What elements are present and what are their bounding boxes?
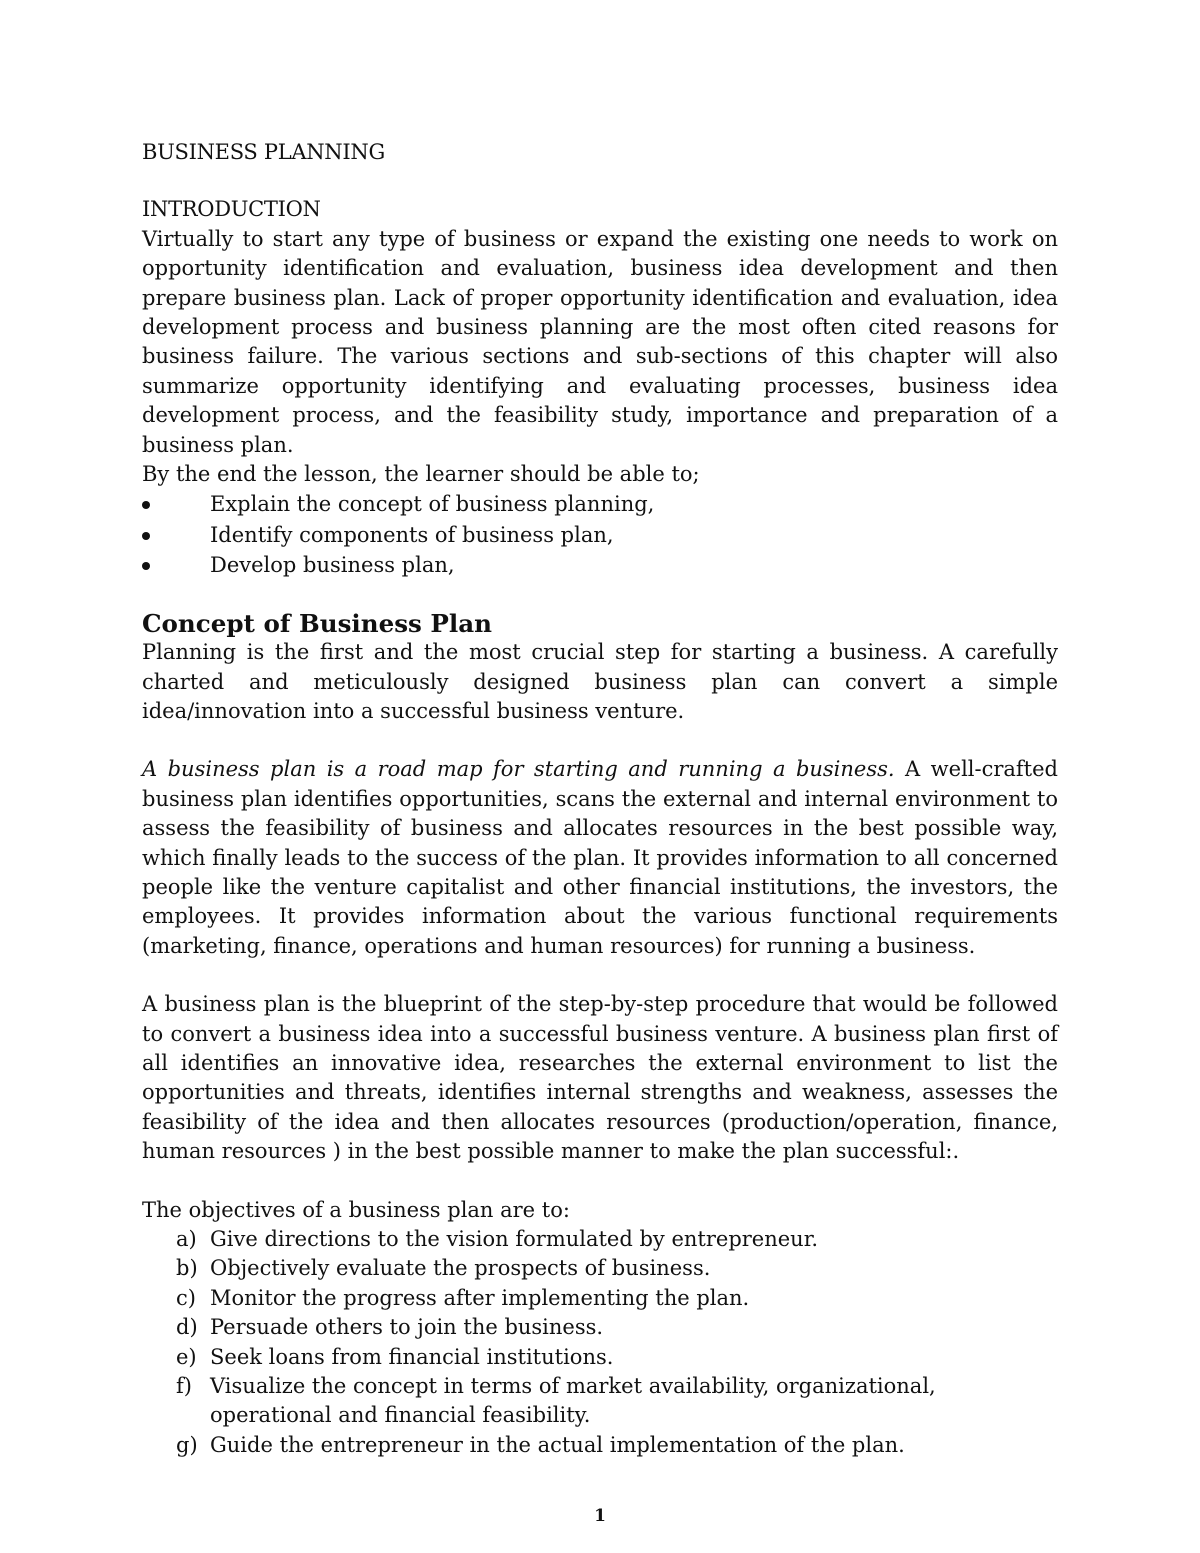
list-item: Identify components of business plan, bbox=[142, 521, 1058, 550]
list-item: f) Visualize the concept in terms of market availability, organizational, operational and financial feasibility. bbox=[176, 1374, 936, 1428]
concept-paragraph: Planning is the first and the most crucial step for starting a business. A carefully charted and meticulously designed business plan can convert a simple idea/innovation into a successful business venture. bbox=[142, 640, 1058, 723]
page-number: 1 bbox=[594, 1506, 606, 1526]
list-item: g) Guide the entrepreneur in the actual implementation of the plan. bbox=[176, 1432, 905, 1457]
list-item: d) Persuade others to join the business. bbox=[176, 1315, 604, 1340]
list-item: e) Seek loans from financial institutions. bbox=[176, 1344, 614, 1369]
list-item: b) Objectively evaluate the prospects of business. bbox=[176, 1256, 711, 1281]
learning-objectives-list bbox=[142, 490, 1058, 580]
plan-objectives-list bbox=[142, 1225, 1058, 1460]
document-page bbox=[142, 134, 1058, 1460]
list-item: Explain the concept of business planning, bbox=[142, 490, 1058, 519]
road-map-definition: A business plan is a road map for starting and running a business. bbox=[142, 757, 895, 782]
bullet-icon bbox=[142, 562, 150, 570]
introduction-paragraph: Virtually to start any type of business or expand the existing one needs to work on opportunity identification and evaluation, business idea development and then prepare business plan. Lack of proper opportunity identification and evaluation, idea development process and business planning are the most often cited reasons for business failure. The various sections and sub-sections of this chapter will also summarize opportunity identifying and evaluating processes, business idea development process, and the feasibility study, importance and preparation of a business plan. bbox=[142, 226, 1058, 457]
plan-objectives-lead: The objectives of a business plan are to: bbox=[142, 1197, 570, 1222]
objectives-lead: By the end the lesson, the learner should be able to; bbox=[142, 462, 700, 487]
bullet-icon bbox=[142, 532, 150, 540]
list-item: c) Monitor the progress after implementing the plan. bbox=[176, 1285, 750, 1310]
road-map-paragraph: A business plan is a road map for starting and running a business. A well-crafted business plan identifies opportunities, scans the external and internal environment to assess the feasibility of business and allocates resources in the best possible way, which finally leads to the success of the plan. It provides information to all concerned people like the venture capitalist and other financial institutions, the investors, the employees. It provides information about the various functional requirements (marketing, finance, operations and human resources) for running a business. bbox=[142, 757, 1058, 958]
concept-heading: Concept of Business Plan bbox=[142, 608, 492, 638]
bullet-icon bbox=[142, 501, 150, 509]
blueprint-paragraph: A business plan is the blueprint of the step-by-step procedure that would be followed to convert a business idea into a successful business venture. A business plan first of all identifies an innovative idea, researches the external environment to list the opportunities and threats, identifies internal strengths and weakness, assesses the feasibility of the idea and then allocates resources (production/operation, finance, human resources ) in the best possible manner to make the plan successful:. bbox=[142, 992, 1058, 1164]
list-item: Develop business plan, bbox=[142, 551, 1058, 580]
list-item: a) Give directions to the vision formulated by entrepreneur. bbox=[176, 1227, 819, 1251]
introduction-heading: INTRODUCTION bbox=[142, 197, 321, 222]
document-title: BUSINESS PLANNING bbox=[142, 140, 385, 164]
